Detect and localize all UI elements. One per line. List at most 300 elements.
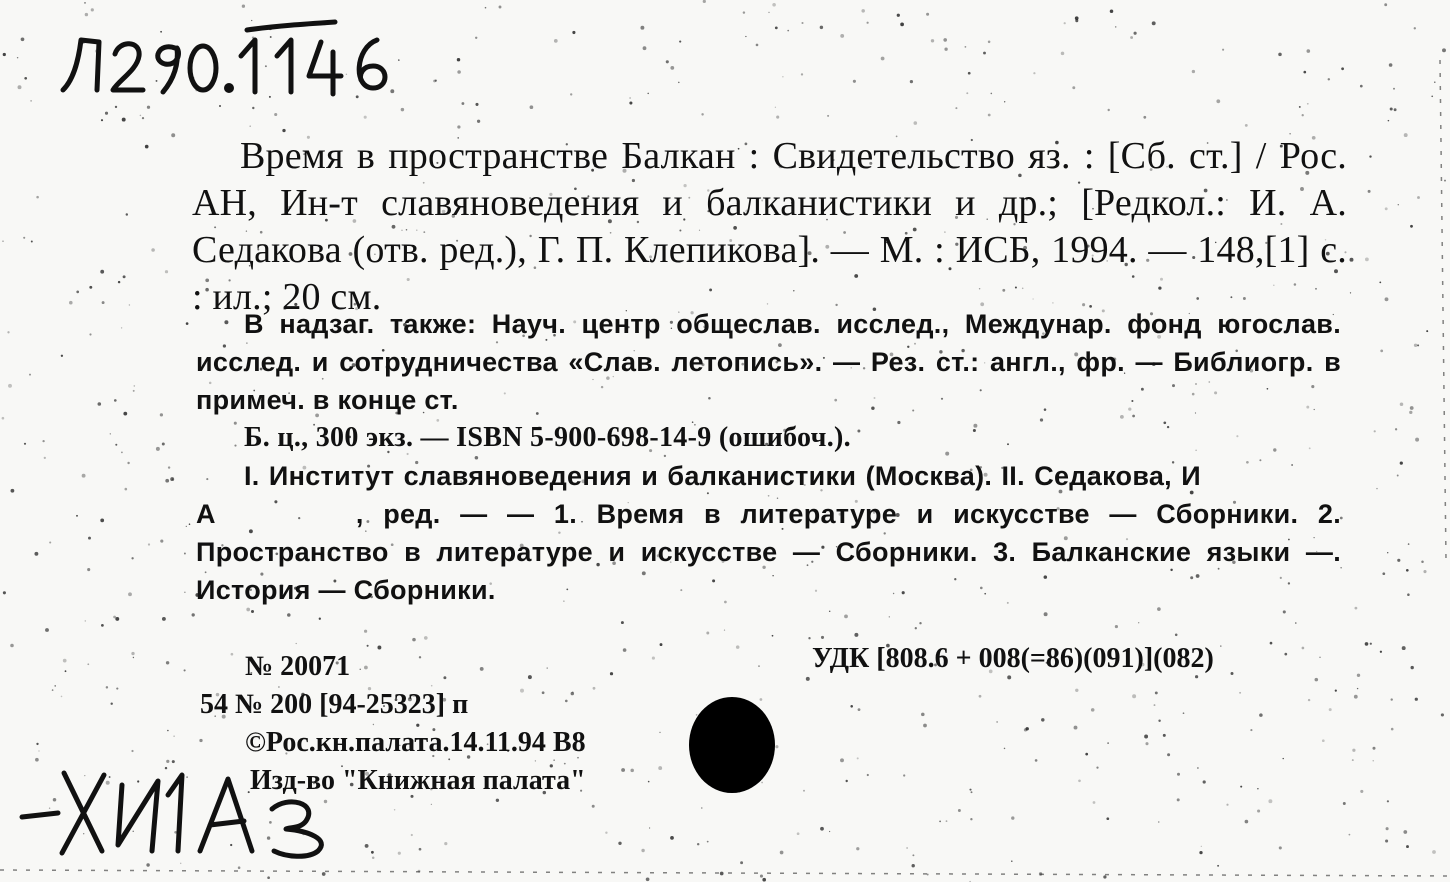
- speckle: [797, 832, 800, 835]
- speckle: [2, 417, 5, 420]
- speckle: [36, 196, 39, 199]
- speckle: [10, 644, 14, 648]
- speckle: [1295, 622, 1297, 624]
- speckle: [475, 103, 478, 106]
- speckle: [1257, 788, 1258, 789]
- speckle: [63, 659, 67, 663]
- speckle: [1283, 610, 1286, 613]
- speckle: [829, 831, 830, 832]
- speckle: [919, 622, 921, 624]
- speckle: [1175, 634, 1178, 637]
- speckle: [1011, 860, 1012, 861]
- speckle: [881, 57, 885, 61]
- speckle: [1365, 642, 1369, 646]
- speckle: [1302, 647, 1305, 650]
- speckle: [910, 80, 913, 83]
- speckle: [1270, 642, 1273, 645]
- speckle: [780, 851, 784, 855]
- speckle: [983, 52, 986, 55]
- speckle: [1025, 727, 1028, 730]
- speckle: [1374, 430, 1376, 432]
- speckle: [1382, 572, 1385, 575]
- speckle: [121, 327, 122, 328]
- speckle: [652, 657, 655, 660]
- speckle: [186, 526, 187, 527]
- speckle: [131, 557, 133, 559]
- speckle: [670, 836, 674, 840]
- speckle: [371, 851, 374, 854]
- speckle: [172, 478, 174, 480]
- speckle: [364, 630, 367, 633]
- speckle: [1302, 114, 1304, 116]
- speckle: [1403, 830, 1407, 834]
- speckle: [840, 34, 844, 38]
- speckle: [1110, 9, 1114, 13]
- speckle: [173, 735, 174, 736]
- speckle: [666, 60, 669, 63]
- speckle: [398, 852, 401, 855]
- speckle: [1107, 742, 1109, 744]
- speckle: [678, 82, 680, 84]
- speckle: [38, 750, 39, 751]
- speckle: [1410, 225, 1413, 228]
- speckle: [123, 275, 126, 278]
- speckle: [1384, 3, 1387, 6]
- speckle: [1158, 821, 1159, 822]
- speckle: [801, 73, 803, 75]
- speckle: [131, 750, 133, 752]
- speckle: [1093, 801, 1096, 804]
- speckle: [943, 38, 947, 42]
- speckle: [8, 384, 12, 388]
- speckle: [1307, 49, 1311, 53]
- speckle: [1408, 543, 1410, 545]
- speckle: [76, 515, 78, 517]
- speckle: [991, 93, 993, 95]
- subjects-end: , ред. — — 1. Время в литературе и искусстве — Сборники. 2. Пространство в литературе и искусстве — Сборники. 3. Балканские языки —. История — Сборники.: [196, 499, 1341, 605]
- speckle: [1393, 88, 1395, 90]
- speckle: [707, 841, 709, 843]
- speckle: [87, 663, 89, 665]
- speckle: [69, 301, 73, 305]
- speckle: [1130, 36, 1133, 39]
- speckle: [1115, 26, 1117, 28]
- price-isbn-line: Б. ц., 300 экз. — ISBN 5-900-698-14-9 (ошибоч.).: [244, 422, 851, 453]
- speckle: [853, 80, 856, 83]
- bibliographic-description: Время в пространстве Балкан : Свидетельство яз. : [Сб. ст.] / Рос. АН, Ин-т славяноведения и балканистики и др.; [Редкол.: И. А. Седакова (отв. ред.), Г. П. Клепикова]. — М. : ИСБ, 1994. — 148,[1] с. : ил.; 20 см.: [192, 135, 1347, 318]
- speckle: [572, 31, 575, 34]
- speckle: [1245, 124, 1248, 127]
- speckle: [659, 732, 660, 733]
- speckle: [1380, 350, 1383, 353]
- speckle: [1299, 106, 1301, 108]
- speckle: [1011, 816, 1014, 819]
- speckle: [1004, 101, 1005, 102]
- speckle: [21, 37, 25, 41]
- speckle: [1411, 666, 1414, 669]
- speckle: [431, 804, 432, 805]
- speckle: [52, 689, 54, 691]
- speckle: [756, 44, 759, 47]
- speckle: [867, 22, 869, 24]
- speckle: [768, 12, 769, 13]
- speckle: [821, 636, 824, 639]
- speckle: [1343, 802, 1346, 805]
- scan-edge-line: [0, 870, 1450, 876]
- speckle: [1350, 292, 1351, 293]
- speckle: [1391, 728, 1394, 731]
- speckle: [1386, 827, 1389, 830]
- speckle: [861, 9, 864, 12]
- speckle: [1257, 809, 1260, 812]
- speckle: [29, 374, 31, 376]
- speckle: [1357, 674, 1360, 677]
- speckle: [1154, 704, 1156, 706]
- speckle: [1075, 689, 1078, 692]
- speckle: [857, 757, 859, 759]
- speckle: [1365, 258, 1369, 262]
- speckle: [971, 791, 973, 793]
- speckle: [806, 677, 810, 681]
- speckle: [167, 730, 169, 732]
- speckle: [1432, 850, 1436, 854]
- speckle: [116, 688, 118, 690]
- speckle: [955, 107, 957, 109]
- speckle: [1177, 798, 1180, 801]
- speckle: [1368, 190, 1371, 193]
- speckle: [499, 6, 502, 9]
- speckle: [1284, 653, 1287, 656]
- speckle: [889, 616, 890, 617]
- speckle: [840, 758, 844, 762]
- speckle: [1108, 109, 1110, 111]
- speckle: [115, 617, 119, 621]
- speckle: [761, 782, 763, 784]
- speckle: [706, 632, 709, 635]
- speckle: [457, 70, 461, 74]
- speckle: [931, 39, 934, 42]
- speckle: [34, 552, 38, 556]
- subjects-initial: А: [196, 499, 216, 529]
- speckle: [827, 115, 829, 117]
- speckle: [736, 645, 740, 649]
- speckle: [156, 447, 160, 451]
- speckle: [1370, 643, 1372, 645]
- speckle: [1231, 672, 1234, 675]
- speckle: [457, 58, 460, 61]
- speckle: [1400, 402, 1404, 406]
- speckle: [3, 53, 6, 56]
- speckle: [171, 133, 175, 137]
- speckle: [101, 119, 103, 121]
- speckle: [115, 444, 117, 446]
- speckle: [249, 125, 251, 127]
- speckle: [457, 125, 460, 128]
- speckle: [1388, 120, 1390, 122]
- speckle: [775, 27, 778, 30]
- speckle: [287, 613, 291, 617]
- speckle: [1033, 72, 1035, 74]
- speckle: [1385, 839, 1388, 842]
- speckle: [1091, 708, 1095, 712]
- speckle: [1434, 81, 1435, 82]
- speckle: [105, 112, 108, 115]
- speckle: [944, 48, 947, 51]
- speckle: [100, 270, 104, 274]
- speckle: [121, 451, 123, 453]
- speckle: [846, 780, 848, 782]
- speckle: [165, 479, 169, 483]
- speckle: [1380, 651, 1382, 653]
- speckle: [1444, 180, 1446, 182]
- speckle: [1158, 720, 1160, 722]
- speckle: [1414, 344, 1417, 347]
- speckle: [762, 878, 766, 882]
- speckle: [912, 864, 915, 867]
- speckle: [1004, 748, 1006, 750]
- speckle: [267, 876, 270, 879]
- speckle: [1409, 411, 1412, 414]
- speckle: [1072, 86, 1075, 89]
- speckle: [11, 489, 15, 493]
- speckle: [31, 241, 33, 243]
- speckle: [593, 687, 596, 690]
- speckle: [1322, 739, 1325, 742]
- speckle: [49, 541, 51, 543]
- speckle: [1354, 695, 1358, 699]
- speckle: [776, 116, 779, 119]
- speckle: [184, 553, 186, 555]
- speckle: [1398, 204, 1399, 205]
- speckle: [554, 39, 558, 43]
- speckle: [1259, 713, 1263, 717]
- speckle: [251, 610, 254, 613]
- speckle: [701, 807, 702, 808]
- card-footer-left: [200, 648, 586, 800]
- speckle: [697, 843, 699, 845]
- speckle: [829, 611, 830, 612]
- scan-edge-line: [1440, 60, 1446, 560]
- speckle: [160, 413, 163, 416]
- speckle: [701, 113, 703, 115]
- speckle: [151, 248, 155, 252]
- speckle: [1406, 569, 1409, 572]
- speckle: [192, 613, 195, 616]
- speckle: [1245, 820, 1249, 824]
- speckle: [1226, 804, 1228, 806]
- speckle: [867, 774, 869, 776]
- speckle: [1192, 70, 1195, 73]
- speckle: [61, 696, 63, 698]
- speckle: [24, 443, 26, 445]
- speckle: [660, 643, 663, 646]
- speckle: [1239, 692, 1241, 694]
- speckle: [189, 523, 191, 525]
- speckle: [461, 102, 464, 105]
- speckle: [125, 488, 128, 491]
- speckle: [648, 781, 650, 783]
- speckle: [367, 645, 369, 647]
- copyright-line: ©Рос.кн.палата.14.11.94 В8: [245, 727, 586, 758]
- speckle: [274, 113, 277, 116]
- speckle: [219, 105, 221, 107]
- speckle: [1442, 48, 1446, 52]
- speckle: [530, 105, 534, 109]
- speckle: [1145, 742, 1148, 745]
- speckle: [475, 37, 477, 39]
- speckle: [111, 703, 113, 705]
- speckle: [965, 46, 967, 48]
- speckle: [1250, 729, 1252, 731]
- speckle: [36, 743, 38, 745]
- speckle: [148, 543, 150, 545]
- record-number: № 20071: [245, 651, 351, 682]
- speckle: [147, 106, 150, 109]
- speckle: [808, 637, 810, 639]
- speckle: [996, 721, 997, 722]
- speckle: [88, 537, 91, 540]
- speckle: [1278, 53, 1282, 57]
- speckle: [658, 766, 662, 770]
- speckle: [1372, 747, 1375, 750]
- speckle: [485, 7, 487, 9]
- speckle: [85, 620, 87, 622]
- speckle: [1308, 699, 1310, 701]
- speckle: [966, 92, 968, 94]
- speckle: [1199, 851, 1202, 854]
- speckle: [113, 616, 116, 619]
- speckle: [1407, 593, 1410, 596]
- speckle: [743, 11, 745, 13]
- speckle: [372, 857, 375, 860]
- speckle: [1341, 67, 1344, 70]
- speckle: [184, 669, 186, 671]
- speckle: [126, 213, 128, 215]
- speckle: [186, 322, 189, 325]
- speckle: [89, 333, 91, 335]
- speckle: [630, 769, 634, 773]
- speckle: [970, 818, 972, 820]
- speckle: [1385, 207, 1388, 210]
- speckle: [282, 129, 285, 132]
- speckle: [1414, 27, 1416, 29]
- speckle: [1373, 760, 1374, 761]
- speckle: [140, 115, 142, 117]
- speckle: [900, 23, 904, 27]
- speckle: [946, 820, 948, 822]
- speckle: [649, 827, 650, 828]
- speckle: [621, 768, 625, 772]
- speckle: [91, 8, 94, 11]
- speckle: [1163, 734, 1166, 737]
- speckle: [1138, 622, 1139, 623]
- speckle: [1078, 779, 1081, 782]
- speckle: [772, 3, 776, 7]
- speckle: [1203, 780, 1206, 783]
- speckle: [1144, 735, 1148, 739]
- speckle: [1385, 297, 1389, 301]
- speckle: [17, 57, 18, 58]
- speckle: [1201, 846, 1202, 847]
- speckle: [110, 433, 111, 434]
- speckle: [1035, 759, 1038, 762]
- speckle: [724, 629, 725, 630]
- speckle: [803, 790, 805, 792]
- speckle: [1355, 607, 1358, 610]
- speckle: [87, 568, 90, 571]
- speckle: [647, 93, 649, 95]
- speckle: [65, 670, 67, 672]
- speckle: [775, 745, 778, 748]
- speckle: [1350, 258, 1354, 262]
- speckle: [1406, 845, 1409, 848]
- speckle: [772, 635, 774, 637]
- speckle: [18, 85, 22, 89]
- speckle: [98, 402, 102, 406]
- speckle: [76, 291, 79, 294]
- speckle: [643, 46, 647, 50]
- speckle: [1395, 428, 1397, 430]
- speckle: [7, 331, 9, 333]
- speckle: [1315, 678, 1319, 682]
- speckle: [1441, 713, 1444, 716]
- speckle: [145, 145, 149, 149]
- speckle: [923, 724, 927, 728]
- speckle: [118, 281, 120, 283]
- speckle: [1328, 78, 1330, 80]
- speckle: [641, 849, 644, 852]
- speckle: [906, 847, 908, 849]
- speckle: [640, 26, 644, 30]
- speckle: [101, 624, 104, 627]
- speckle: [1389, 63, 1393, 67]
- speckle: [927, 874, 929, 876]
- speckle: [160, 540, 163, 543]
- speckle: [42, 440, 44, 442]
- speckle: [24, 77, 27, 80]
- speckle: [1319, 657, 1320, 658]
- notes-block: [196, 305, 1341, 609]
- speckle: [1421, 560, 1424, 563]
- speckle: [1268, 799, 1272, 803]
- speckle: [1391, 698, 1393, 700]
- speckle: [903, 774, 905, 776]
- speckle: [740, 861, 743, 864]
- speckle: [102, 301, 105, 304]
- speckle: [242, 5, 245, 8]
- speckle: [1216, 99, 1220, 103]
- speckle: [623, 648, 627, 652]
- speckle: [1115, 625, 1118, 628]
- speckle: [856, 847, 859, 850]
- speckle: [1431, 95, 1433, 97]
- speckle: [61, 355, 63, 357]
- speckle: [926, 13, 929, 16]
- speckle: [1177, 773, 1180, 776]
- speckle: [100, 519, 104, 523]
- speckle: [820, 26, 823, 29]
- speckle: [1390, 107, 1393, 110]
- speckle: [82, 474, 86, 478]
- speckle: [252, 107, 254, 109]
- speckle: [1222, 49, 1224, 51]
- speckle: [897, 14, 900, 17]
- speckle: [1064, 22, 1066, 24]
- speckle: [1423, 570, 1426, 573]
- speckle: [745, 36, 746, 37]
- speckle: [1134, 32, 1137, 35]
- speckle: [1220, 645, 1221, 646]
